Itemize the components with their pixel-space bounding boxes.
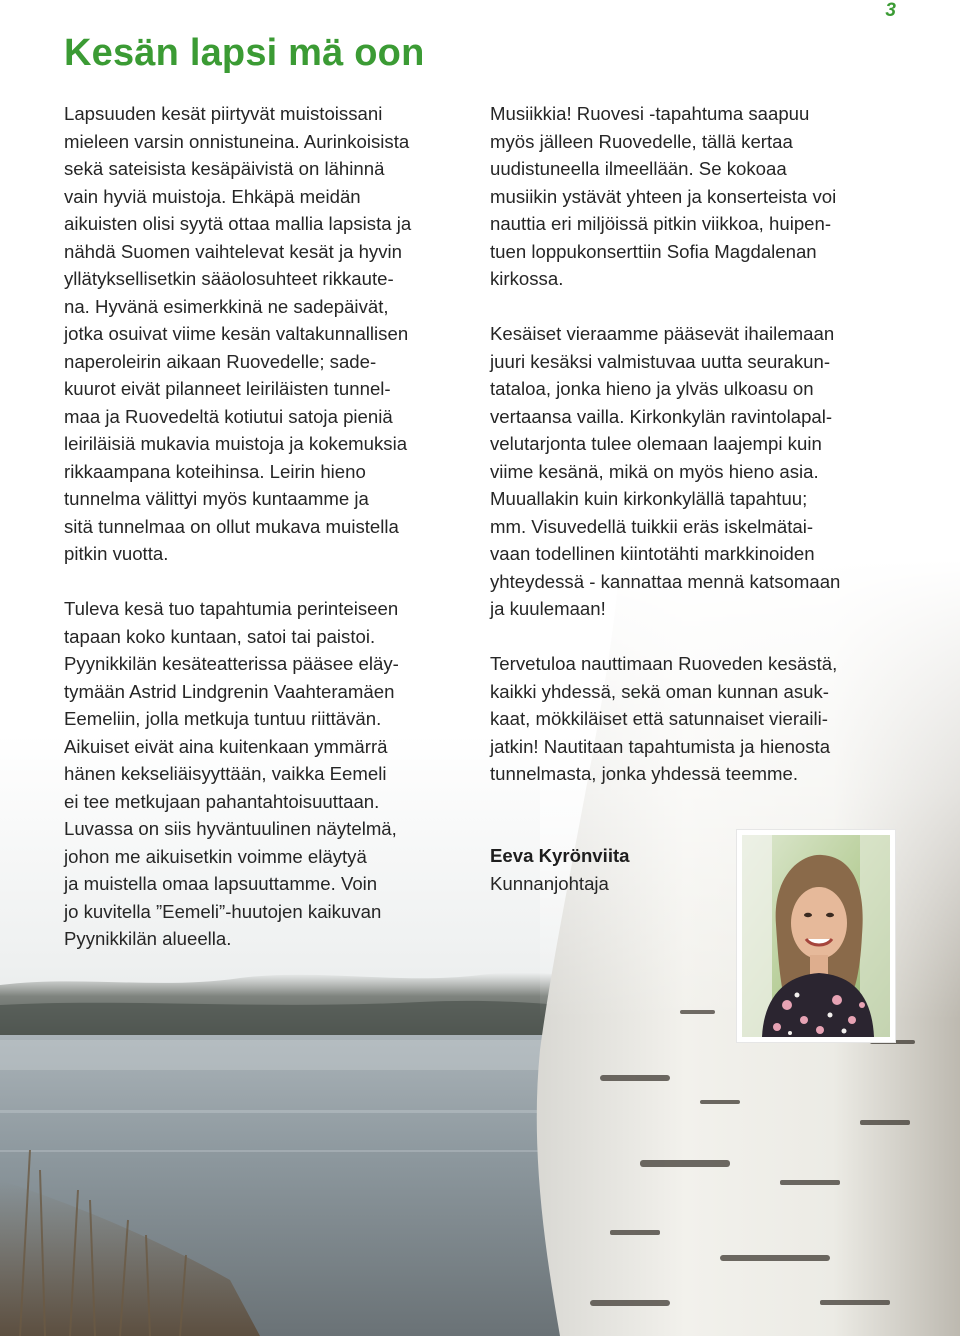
left-column [64,100,469,953]
page-title: Kesän lapsi mä oon [64,32,425,74]
signature [490,842,630,897]
paragraph: Musiikkia! Ruovesi -tapahtuma saapuu myös jälleen Ruovedelle, tällä kertaa uudistuneella ilmeellään. Se kokoaa musiikin ystävät yhteen ja konserteista voi nauttia eri miljöissä pitkin viikkoa, huipen- tuen loppukonserttiin Sofia Magdalenan kirkossa. [490,103,837,289]
right-column [490,100,895,788]
author-portrait [737,830,895,1042]
author-name: Eeva Kyrönviita [490,845,630,866]
page-number: 3 [885,0,896,21]
paragraph: Kesäiset vieraamme pääsevät ihailemaan juuri kesäksi valmistuvaa uutta seurakun- tataloa, jonka hieno ja ylväs ulkoasu on vertaansa vailla. Kirkonkylän ravintolapal- velutarjonta tulee olemaan laajempi kuin viime kesänä, mikä on myös hieno asia. Muuallakin kuin kirkonkylällä tapahtuu; mm. Visuvedellä tuikkii eräs iskelmätai- vaan todellinen kiintotähti markkinoiden yhteydessä - kannattaa mennä katsomaan ja kuulemaan! [490,323,841,619]
paragraph: Tervetuloa nauttimaan Ruoveden kesästä, kaikki yhdessä, sekä oman kunnan asuk- kaat, mökkiläiset että satunnaiset vieraili- jatkin! Nautitaan tapahtumista ja hienosta tunnelmasta, jonka yhdessä teemme. [490,653,838,784]
author-role: Kunnanjohtaja [490,872,609,894]
paragraph: Tuleva kesä tuo tapahtumia perinteiseen tapaan koko kuntaan, satoi tai paistoi. Pyynikkilän kesäteatterissa pääsee eläy- tymään Astrid Lindgrenin Vaahteramäen Eemeliin, jolla metkuja tuntuu riittävän. Aikuiset eivät aina kuitenkaan ymmärrä hänen kekseliäisyyttään, vaikka Eemeli ei tee metkujaan pahantahtoisuuttaan. Luvassa on siis hyväntuulinen näytelmä, johon me aikuisetkin voimme eläytyä ja muistella omaa lapsuuttamme. Voin jo kuvitella ”Eemeli”-huutojen kaikuvan Pyynikkilän alueella. [64,598,399,949]
paragraph: Lapsuuden kesät piirtyvät muistoissani mieleen varsin onnistuneina. Aurinkoisista sekä sateisista kesäpäivistä on lähinnä vain hyviä muistoja. Ehkäpä meidän aikuisten olisi syytä ottaa mallia lapsista ja nähdä Suomen vaihtelevat kesät ja hyvin yllätyksellisetkin sääolosuhteet rikkaute- na. Hyvänä esimerkkinä ne sadepäivät, jotka osuivat viime kesän valtakunnallisen naperoleirin aikaan Ruovedelle; sade- kuurot eivät pilanneet leiriläisten tunnel- maa ja Ruovedeltä kotiutui satoja pieniä leiriläisiä mukavia muistoja ja kokemuksia rikkaampana koteihinsa. Leirin hieno tunnelma välittyi myös kuntaamme ja sitä tunnelmaa on ollut mukava muistella pitkin vuotta. [64,103,412,564]
